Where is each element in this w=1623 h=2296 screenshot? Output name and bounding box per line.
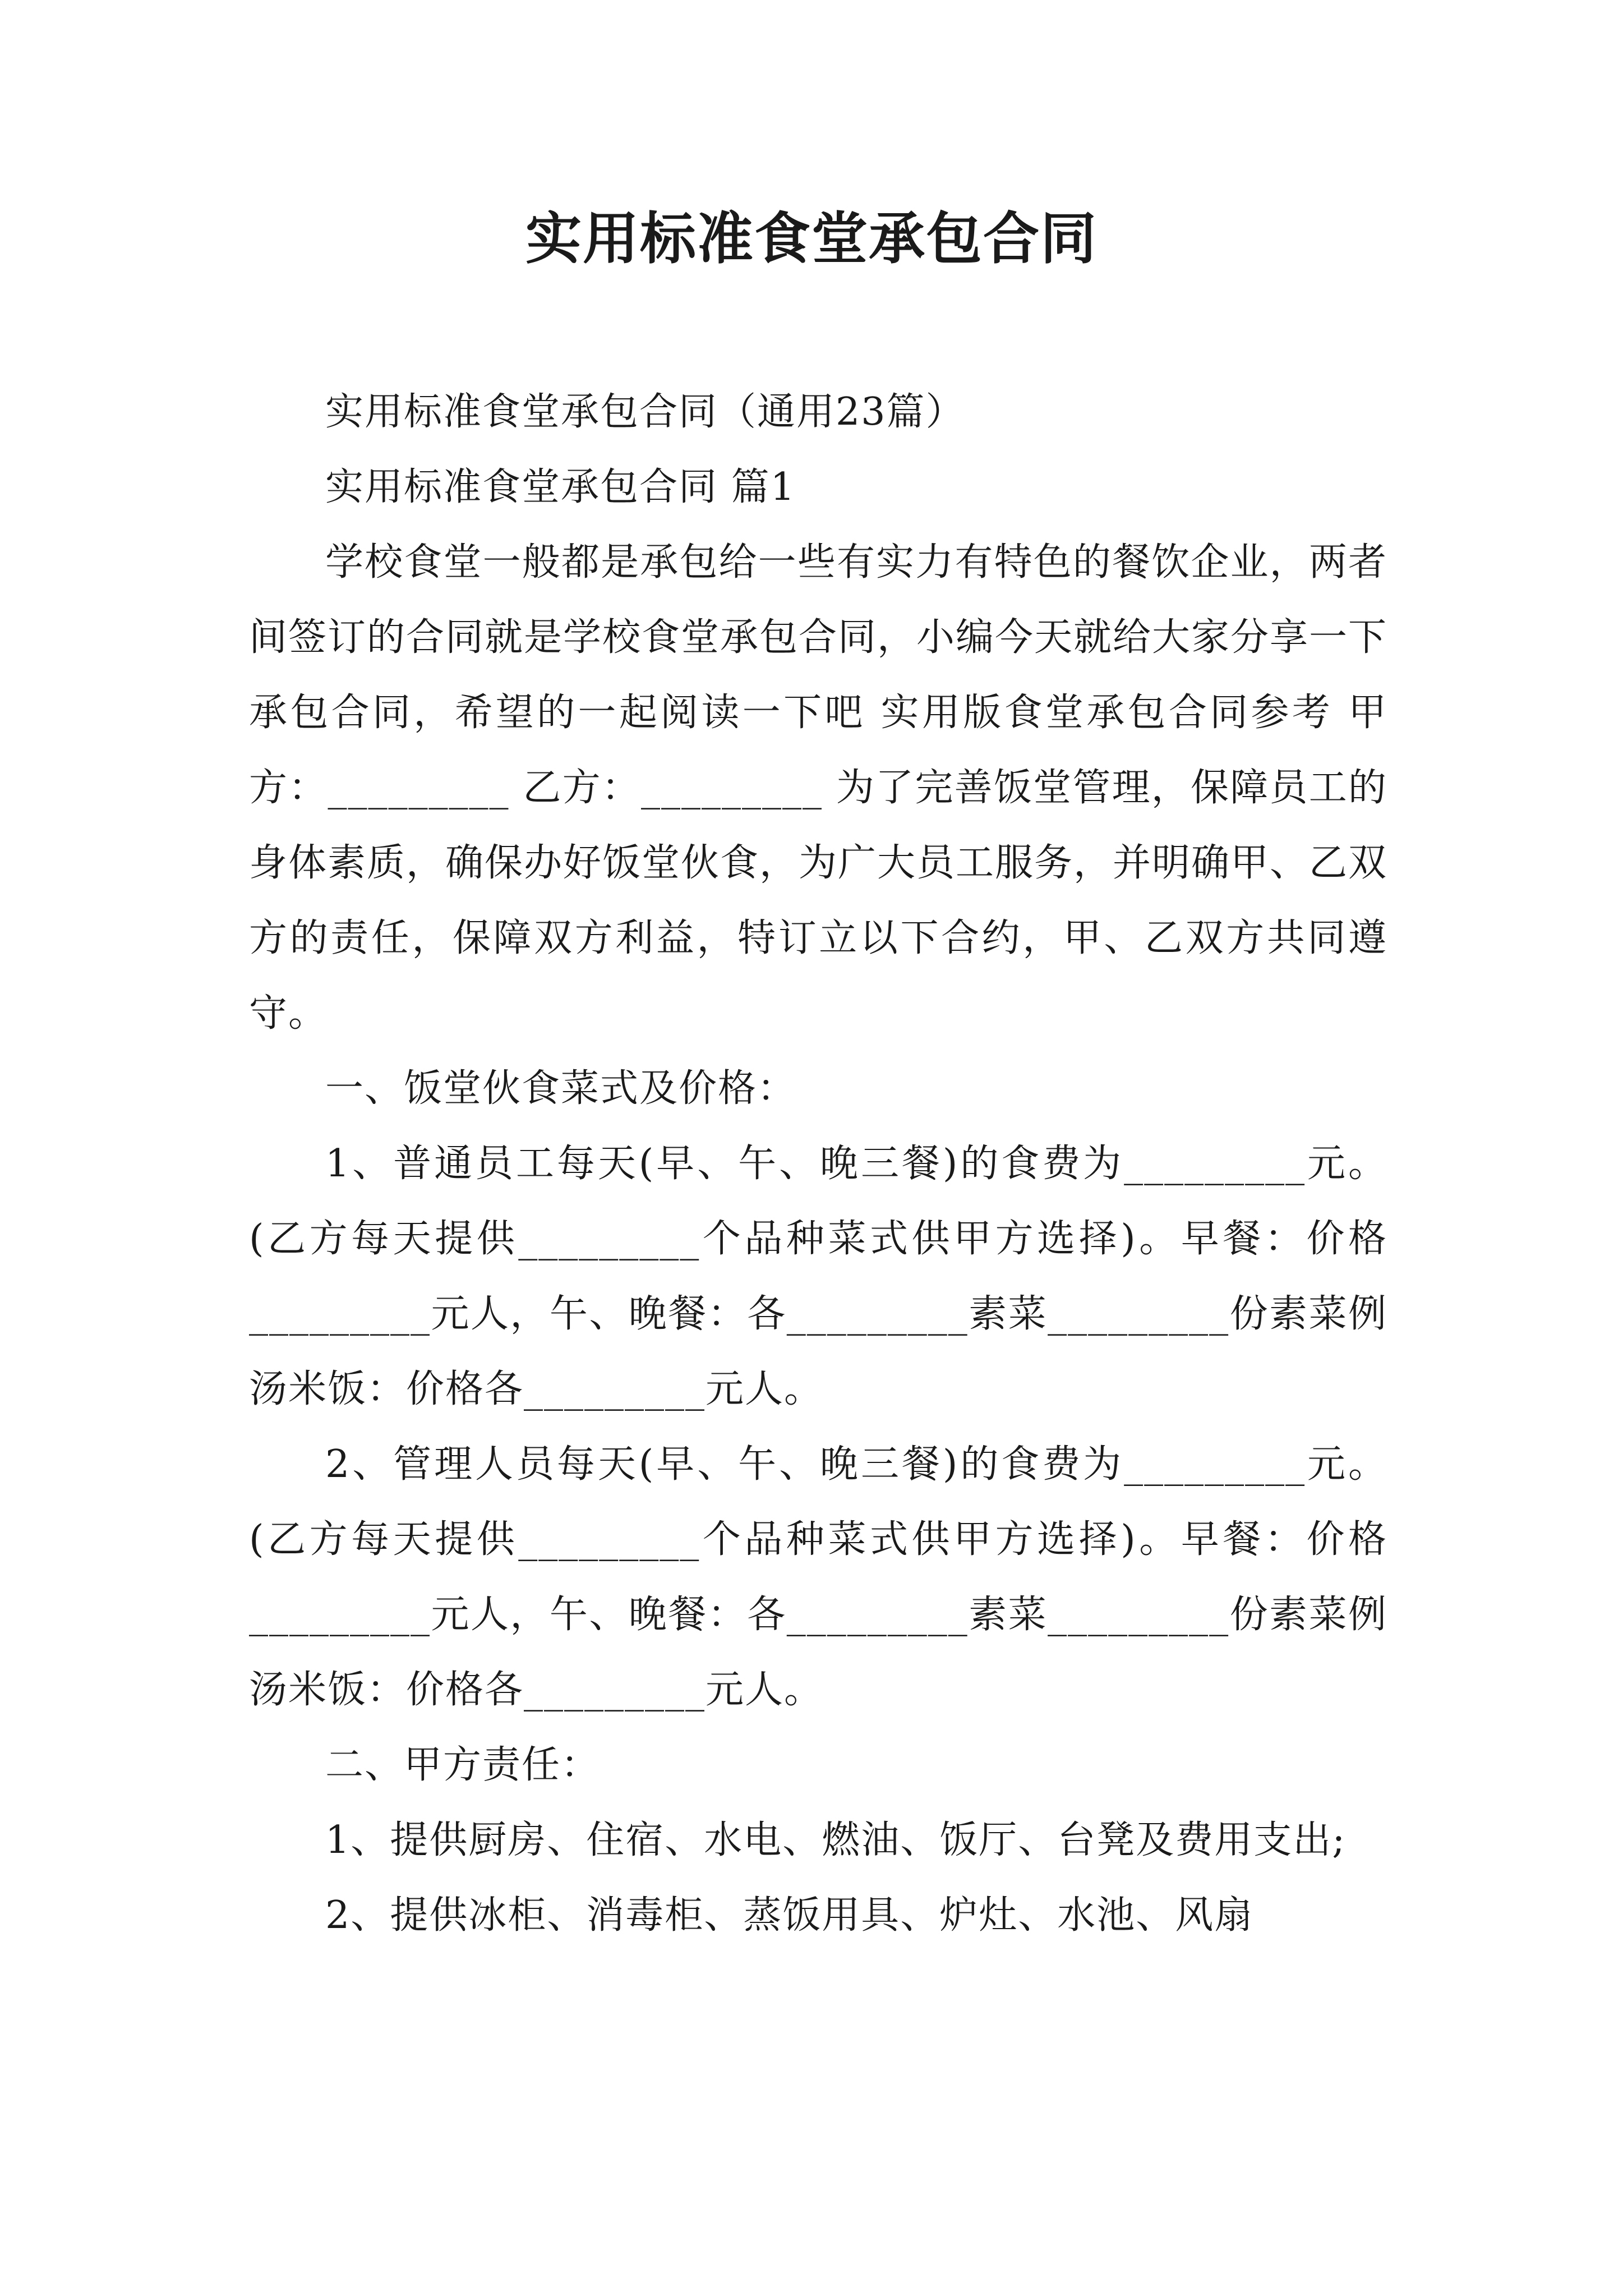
clause-1-1: 1、普通员工每天(早、午、晚三餐)的食费为_________元。(乙方每天提供_________个品种菜式供甲方选择)。早餐：价格_________元人，午、晚餐：各_________素菜_________份素菜例汤米饭：价格各_________元人。 [249, 1142, 1387, 1411]
clause-heading-2: 二、甲方责任： [325, 1743, 601, 1787]
subtitle-paragraph: 实用标准食堂承包合同（通用23篇） [325, 390, 965, 434]
clause-1-2: 2、管理人员每天(早、午、晚三餐)的食费为_________元。(乙方每天提供_________个品种菜式供甲方选择)。早餐：价格_________元人，午、晚餐：各_________素菜_________份素菜例汤米饭：价格各_________元人。 [249, 1442, 1387, 1712]
intro-paragraph: 学校食堂一般都是承包给一些有实力有特色的餐饮企业，两者间签订的合同就是学校食堂承包合同，小编今天就给大家分享一下承包合同，希望的一起阅读一下吧 实用版食堂承包合同参考 甲方：_________ 乙方：_________ 为了完善饭堂管理，保障员工的身体素质，确保办好饭堂伙食，为广大员工服务，并明确甲、乙双方的责任，保障双方利益，特订立以下合约，甲、乙双方共同遵守。 [249, 540, 1388, 1036]
clause-heading-1: 一、饭堂伙食菜式及价格： [325, 1066, 797, 1111]
clause-2-2: 2、提供冰柜、消毒柜、蒸饭用具、炉灶、水池、风扇 [325, 1893, 1254, 1938]
section-heading-paragraph: 实用标准食堂承包合同 篇1 [325, 465, 796, 509]
document-title: 实用标准食堂承包合同 [525, 205, 1098, 272]
clause-2-1: 1、提供厨房、住宿、水电、燃油、饭厅、台凳及费用支出; [325, 1818, 1347, 1862]
document-body [249, 375, 1387, 1953]
